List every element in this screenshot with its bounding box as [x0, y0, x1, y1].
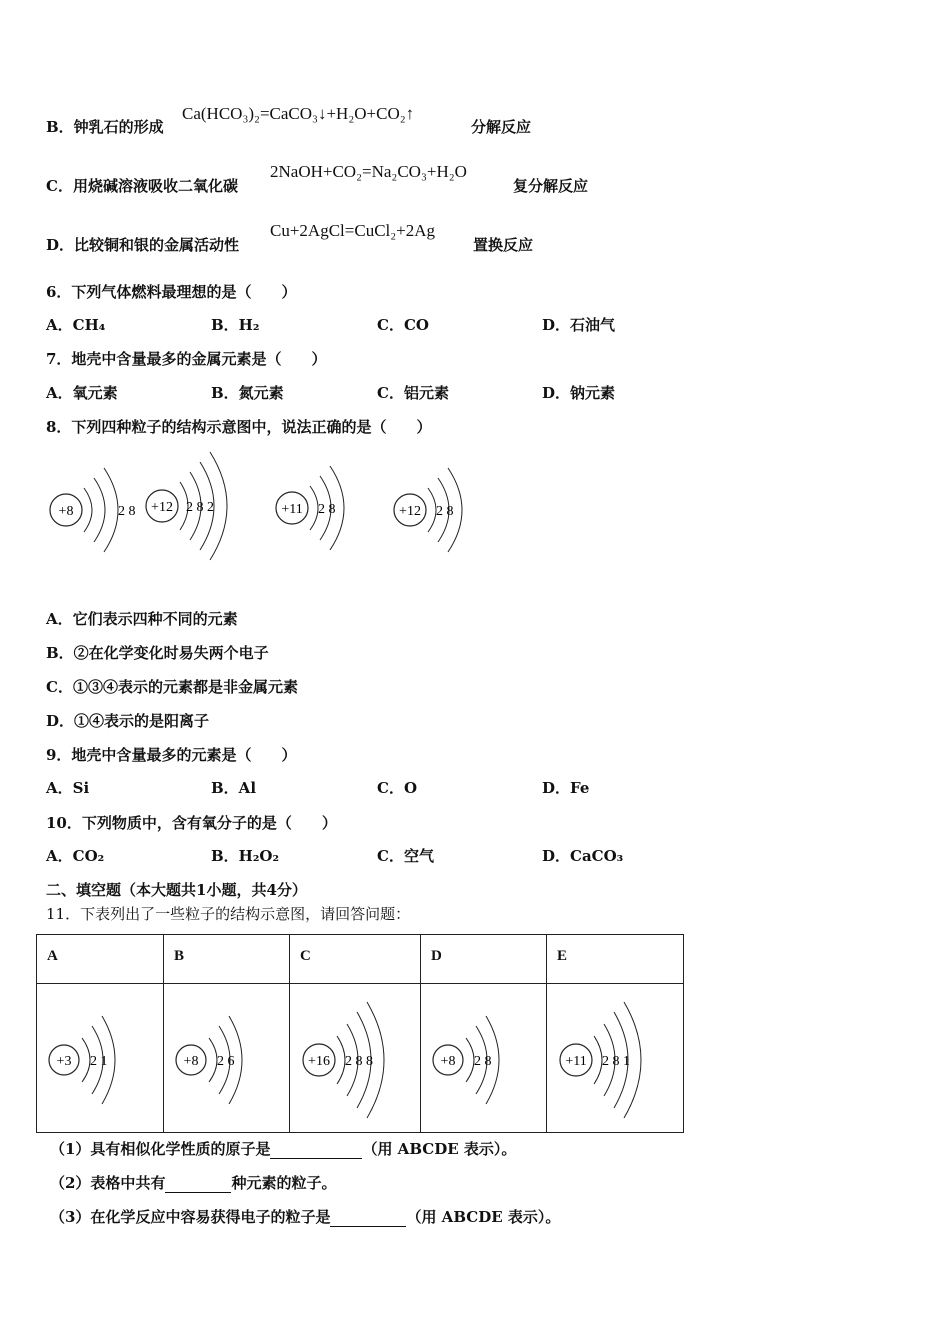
q8-diagram-2 — [146, 452, 227, 590]
q5-option-d-type: 置换反应 — [473, 236, 534, 254]
q10-option-d: D．CaCO₃ — [542, 847, 624, 865]
q11-part-2-blank[interactable] — [165, 1174, 231, 1193]
atom-diagram-c — [296, 990, 411, 1126]
q8-stem: 8．下列四种粒子的结构示意图中，说法正确的是（ ） — [46, 418, 432, 436]
q11-part-3 — [50, 1206, 560, 1227]
nucleus-charge: +12 — [399, 504, 421, 519]
table-cell-d — [421, 984, 547, 1133]
q5-option-b-type: 分解反应 — [471, 118, 532, 136]
shell-electrons: 2 8 — [118, 504, 136, 519]
table-cell-b — [164, 984, 290, 1133]
shell-arc — [84, 488, 92, 532]
q8-diagrams — [40, 440, 480, 590]
q8-option-c: C．①③④表示的元素都是非金属元素 — [46, 678, 298, 696]
q8-option-d: D．①④表示的是阳离子 — [46, 712, 210, 730]
q6-stem: 6．下列气体燃料最理想的是（ ） — [46, 283, 297, 301]
nucleus-charge: +11 — [565, 1054, 587, 1069]
nucleus-charge: +8 — [440, 1054, 456, 1069]
nucleus-charge: +8 — [58, 504, 74, 519]
shell-arc — [466, 1038, 474, 1082]
shell-electrons: 2 8 1 — [602, 1054, 630, 1069]
q6-option-b: B．H₂ — [211, 316, 260, 334]
shell-electrons: 2 8 2 — [186, 500, 214, 515]
q7-option-d: D．钠元素 — [542, 384, 616, 402]
q7-option-b: B．氮元素 — [211, 384, 284, 402]
q11-part-2 — [50, 1172, 336, 1193]
q7-stem: 7．地壳中含量最多的金属元素是（ ） — [46, 350, 327, 368]
table-cell-a — [37, 984, 164, 1133]
table-header-e: E — [547, 935, 684, 984]
q8-diagram-3 — [276, 466, 344, 590]
nucleus-charge: +11 — [281, 502, 303, 517]
q11-part-1-prompt: （1）具有相似化学性质的原子是 — [50, 1140, 271, 1158]
shell-electrons: 2 6 — [217, 1054, 235, 1069]
q8-option-a: A．它们表示四种不同的元素 — [46, 610, 238, 628]
q7-option-c: C．铝元素 — [377, 384, 449, 402]
q9-option-d: D．Fe — [542, 779, 590, 797]
table-diagram-row — [37, 984, 684, 1133]
q11-part-2-suffix: 种元素的粒子。 — [231, 1174, 337, 1192]
shell-arc — [209, 1038, 217, 1082]
q11-stem: 11．下表列出了一些粒子的结构示意图，请回答问题： — [46, 905, 411, 923]
nucleus-charge: +16 — [308, 1054, 330, 1069]
table-header-d: D — [421, 935, 547, 984]
q8-diagram-4 — [394, 468, 462, 590]
q11-part-3-suffix: （用 ABCDE 表示）。 — [406, 1208, 561, 1226]
q10-stem: 10．下列物质中，含有氧分子的是（ ） — [46, 814, 337, 832]
shell-arc — [428, 488, 436, 532]
table-header-c: C — [290, 935, 421, 984]
q9-stem: 9．地壳中含量最多的元素是（ ） — [46, 746, 297, 764]
atom-diagram-a — [43, 998, 153, 1118]
q11-part-1-suffix: （用 ABCDE 表示）。 — [362, 1140, 517, 1158]
q11-part-3-prompt: （3）在化学反应中容易获得电子的粒子是 — [50, 1208, 331, 1226]
nucleus-charge: +8 — [183, 1054, 199, 1069]
table-header-a: A — [37, 935, 164, 984]
atom-diagram-d — [427, 998, 537, 1118]
q5-option-c-type: 复分解反应 — [513, 177, 589, 195]
atom-diagram-e — [553, 990, 673, 1126]
shell-arc — [337, 1036, 345, 1084]
table-cell-c — [290, 984, 421, 1133]
q10-option-b: B．H₂O₂ — [211, 847, 280, 865]
shell-arc — [94, 478, 105, 542]
shell-arc — [82, 1038, 90, 1082]
q5-option-b-label: B．钟乳石的形成 — [46, 118, 164, 136]
shell-electrons: 2 1 — [90, 1054, 108, 1069]
table-header-row — [37, 935, 684, 984]
q5-option-b-equation: Ca(HCO₃)₂=CaCO₃↓+H₂O+CO₂↑ — [182, 104, 415, 123]
shell-arc — [594, 1036, 602, 1084]
table-header-b: B — [164, 935, 290, 984]
shell-electrons: 2 8 8 — [345, 1054, 373, 1069]
q5-option-d-equation: Cu+2AgCl=CuCl₂+2Ag — [270, 221, 436, 240]
q5-option-c-equation: 2NaOH+CO₂=Na₂CO₃+H₂O — [270, 162, 467, 181]
q9-option-c: C．O — [377, 779, 418, 797]
q7-option-a: A．氧元素 — [46, 384, 118, 402]
q10-option-c: C．空气 — [377, 847, 434, 865]
shell-electrons: 2 8 — [318, 502, 336, 517]
q10-option-a: A．CO₂ — [46, 847, 105, 865]
shell-electrons: 2 8 — [474, 1054, 492, 1069]
nucleus-charge: +3 — [56, 1054, 72, 1069]
section-2-title: 二、填空题（本大题共1小题，共4分） — [46, 881, 307, 899]
q9-option-b: B．Al — [211, 779, 257, 797]
q5-option-c-label: C．用烧碱溶液吸收二氧化碳 — [46, 177, 238, 195]
q5-option-d-label: D．比较铜和银的金属活动性 — [46, 236, 240, 254]
q6-option-c: C．CO — [377, 316, 429, 334]
atom-diagram-b — [170, 998, 280, 1118]
q8-diagram-1 — [50, 468, 136, 590]
table-cell-e — [547, 984, 684, 1133]
q11-part-1 — [50, 1138, 516, 1159]
shell-arc — [310, 486, 318, 530]
q6-option-d: D．石油气 — [542, 316, 616, 334]
q9-option-a: A．Si — [46, 779, 90, 797]
q11-part-3-blank[interactable] — [330, 1208, 406, 1227]
q8-option-b: B．②在化学变化时易失两个电子 — [46, 644, 269, 662]
shell-electrons: 2 8 — [436, 504, 454, 519]
q11-part-1-blank[interactable] — [270, 1140, 362, 1159]
nucleus-charge: +12 — [151, 500, 173, 515]
q6-option-a: A．CH₄ — [46, 316, 106, 334]
q11-part-2-prompt: （2）表格中共有 — [50, 1174, 166, 1192]
q11-table — [36, 934, 684, 1133]
shell-arc — [104, 468, 118, 552]
